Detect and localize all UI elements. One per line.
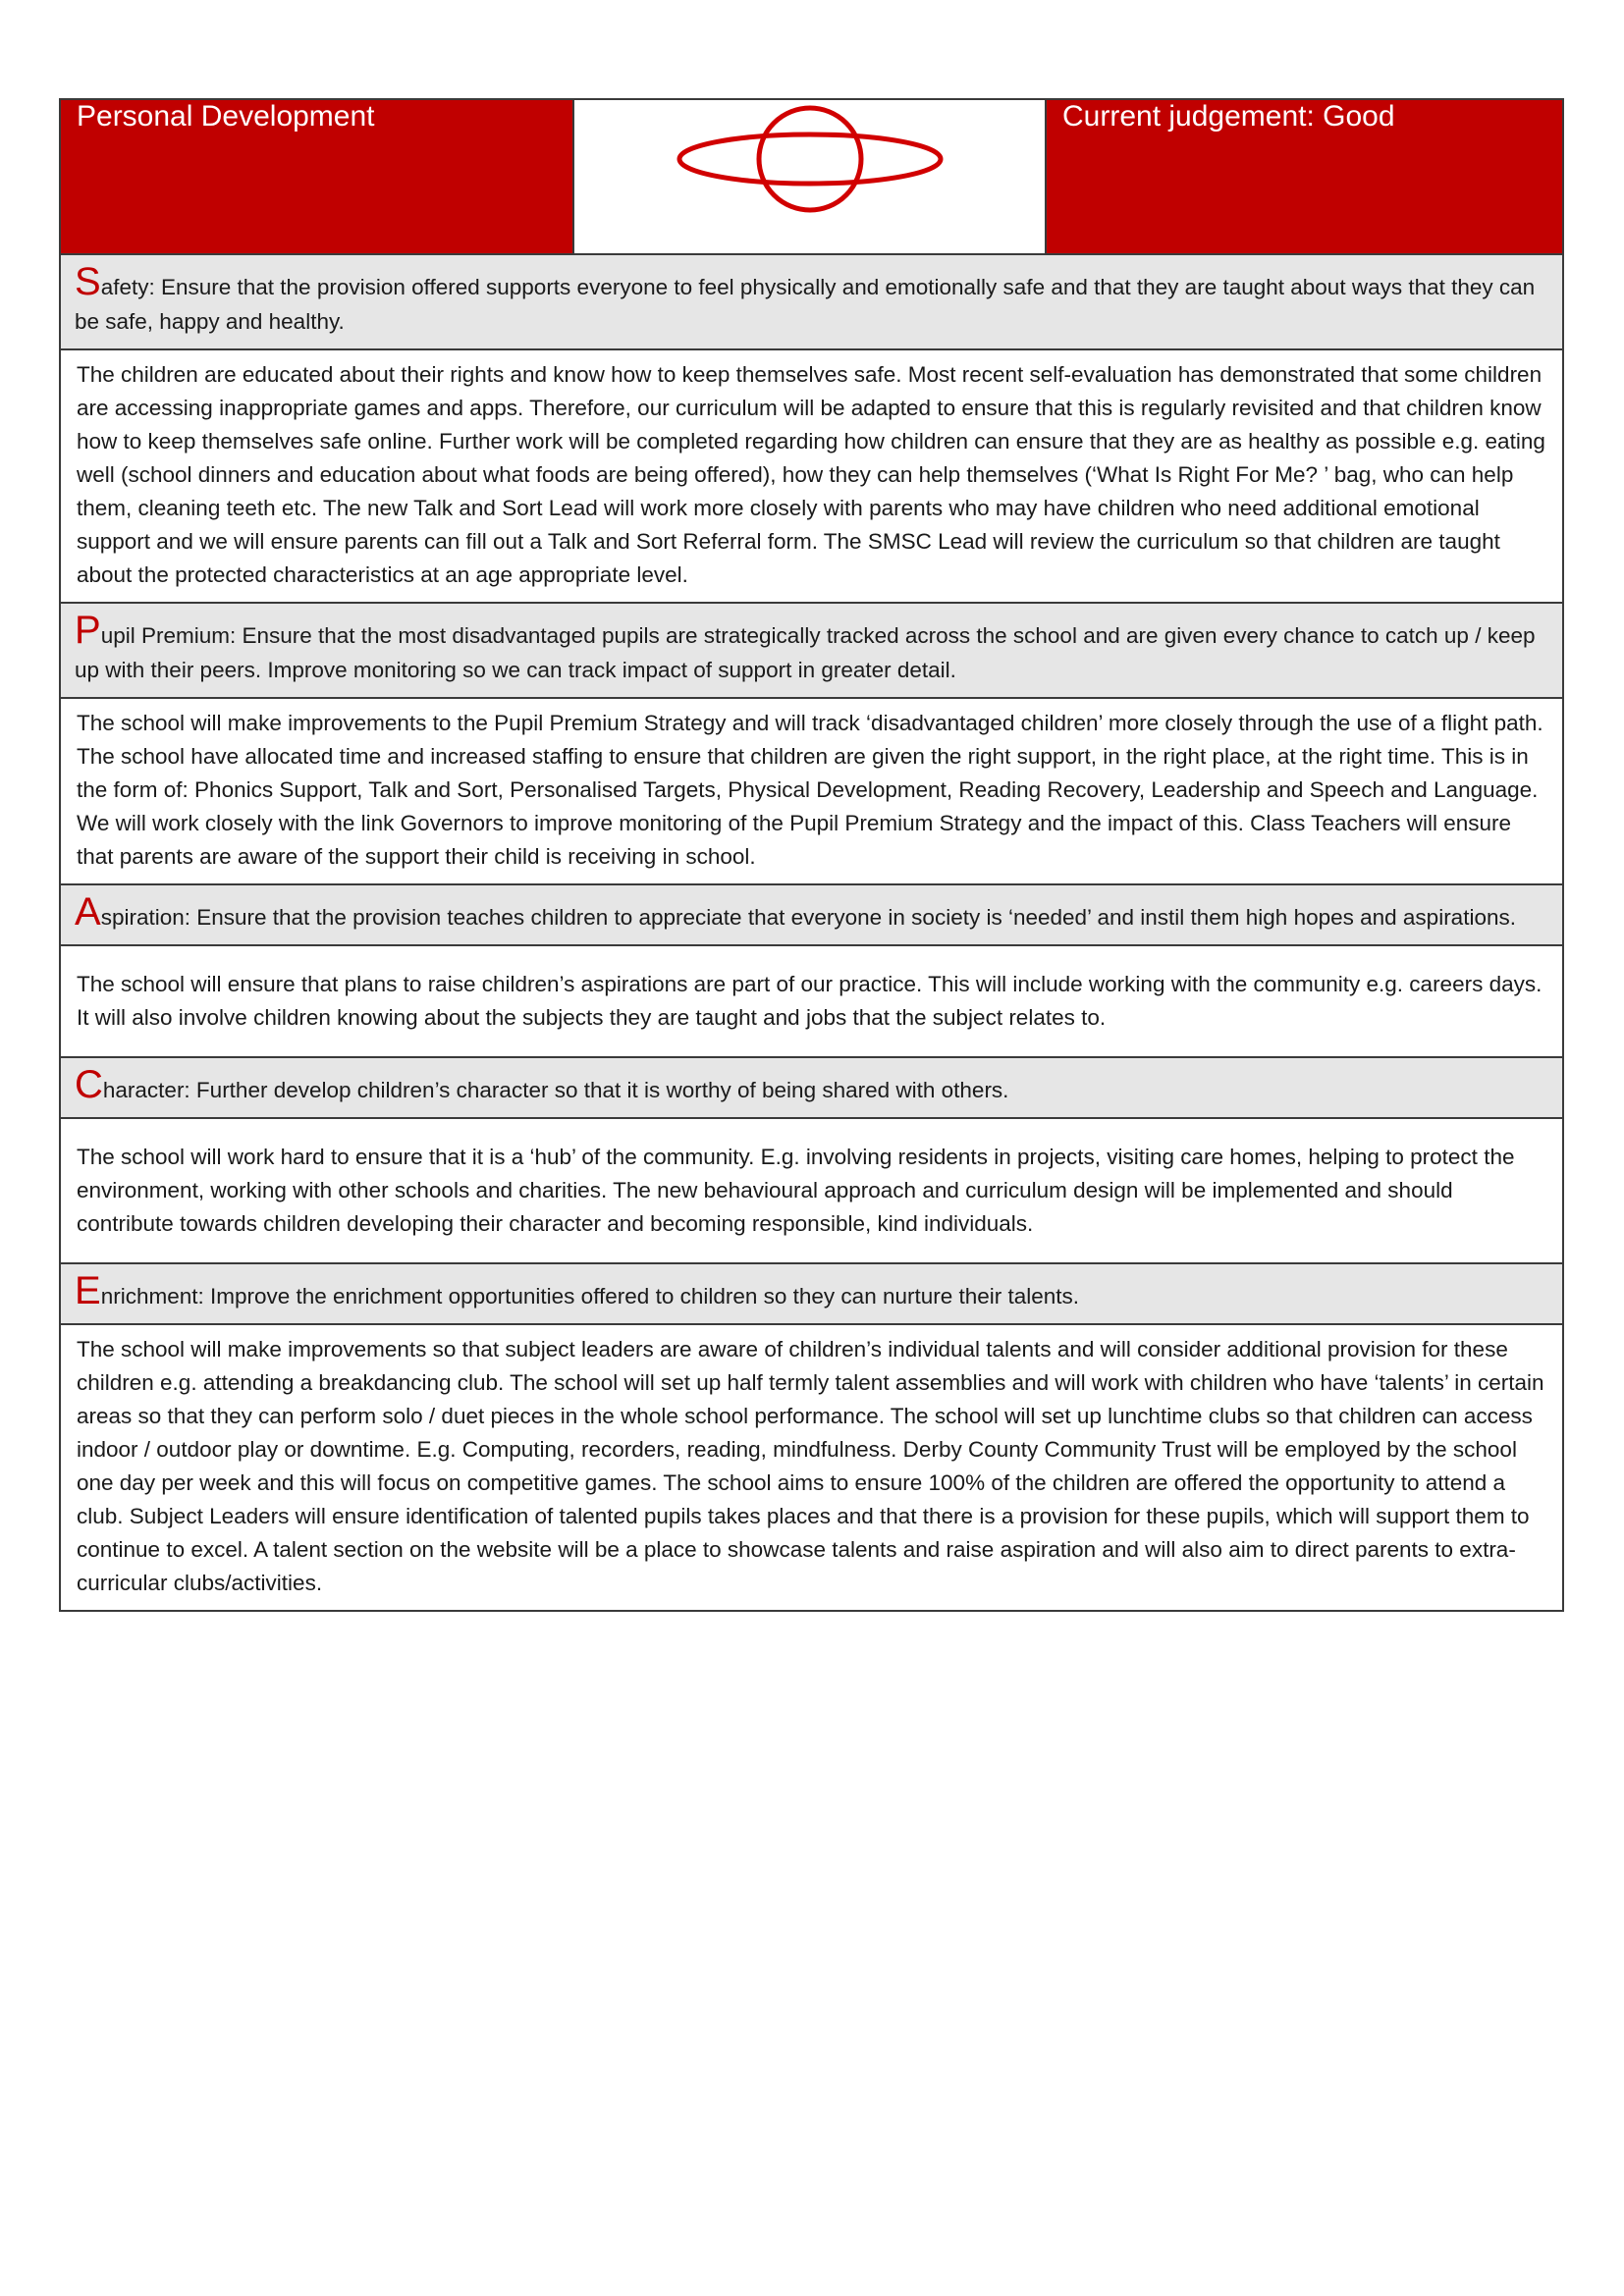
current-judgement: Current judgement: Good [1046, 99, 1563, 254]
safety-aim-row [60, 254, 1563, 349]
enrichment-aim-text: nrichment: Improve the enrichment opportunities offered to children so they can nurture their talents. [100, 1284, 1080, 1308]
header-row [60, 99, 1563, 254]
pupil-premium-body: The school will make improvements to the Pupil Premium Strategy and will track ‘disadvantaged children’ more closely through the use of a flight path. The school have allocated time and increased staffing to ensure that children are given the right support, in the right place, at the right time. This is in the form of: Phonics Support, Talk and Sort, Personalised Targets, Physical Development, Reading Recovery, Leadership and Speech and Language. We will work closely with the link Governors to improve monitoring of the Pupil Premium Strategy and the impact of this. Class Teachers will ensure that parents are aware of the support their child is receiving in school. [60, 698, 1563, 884]
character-initial: C [75, 1063, 103, 1106]
pupil-premium-aim-row [60, 603, 1563, 698]
development-plan-table [59, 98, 1564, 1612]
safety-aim-text: afety: Ensure that the provision offered supports everyone to feel physically and emotionally safe and that they are taught about ways that they can be safe, happy and healthy. [75, 275, 1536, 334]
aspiration-initial: A [75, 890, 101, 934]
aspiration-aim [60, 884, 1563, 945]
character-body-row [60, 1118, 1563, 1263]
enrichment-aim-row [60, 1263, 1563, 1324]
character-body: The school will work hard to ensure that it is a ‘hub’ of the community. E.g. involving residents in projects, visiting care homes, helping to protect the environment, working with other schools and charities. The new behavioural approach and curriculum design will be implemented and should contribute towards children developing their character and becoming responsible, kind individuals. [60, 1118, 1563, 1263]
character-aim-text: haracter: Further develop children’s character so that it is worthy of being shared with others. [102, 1078, 1009, 1102]
aspiration-aim-row [60, 884, 1563, 945]
aspiration-body-row [60, 945, 1563, 1057]
personal-development-document [59, 98, 1562, 1612]
enrichment-initial: E [75, 1269, 101, 1312]
pupil-premium-aim [60, 603, 1563, 698]
planet-ring-icon [668, 100, 952, 218]
enrichment-aim [60, 1263, 1563, 1324]
safety-body-row [60, 349, 1563, 603]
character-aim-row [60, 1057, 1563, 1118]
pupil-premium-aim-text: upil Premium: Ensure that the most disadvantaged pupils are strategically tracked across the school and are given every chance to catch up / keep up with their peers. Improve monitoring so we can track impact of support in greater detail. [75, 623, 1536, 682]
page-title: Personal Development [60, 99, 573, 254]
pupil-premium-body-row [60, 698, 1563, 884]
safety-initial: S [75, 260, 101, 303]
logo [573, 99, 1046, 254]
enrichment-body-row [60, 1324, 1563, 1611]
aspiration-aim-text: spiration: Ensure that the provision teaches children to appreciate that everyone in society is ‘needed’ and instil them high hopes and aspirations. [100, 905, 1516, 930]
enrichment-body: The school will make improvements so that subject leaders are aware of children’s individual talents and will consider additional provision for these children e.g. attending a breakdancing club. The school will set up half termly talent assemblies and will work with children who have ‘talents’ in certain areas so that they can perform solo / duet pieces in the whole school performance. The school will set up lunchtime clubs so that children can access indoor / outdoor play or downtime. E.g. Computing, recorders, reading, mindfulness. Derby County Community Trust will be employed by the school one day per week and this will focus on competitive games. The school aims to ensure 100% of the children are offered the opportunity to attend a club. Subject Leaders will ensure identification of talented pupils takes places and that there is a provision for these pupils, which will support them to continue to excel. A talent section on the website will be a place to showcase talents and raise aspiration and will also aim to direct parents to extra-curricular clubs/activities. [60, 1324, 1563, 1611]
pupil-premium-initial: P [75, 609, 101, 652]
safety-body: The children are educated about their rights and know how to keep themselves safe. Most recent self-evaluation has demonstrated that some children are accessing inappropriate games and apps. Therefore, our curriculum will be adapted to ensure that this is regularly revisited and that children know how to keep themselves safe online. Further work will be completed regarding how children can ensure that they are as healthy as possible e.g. eating well (school dinners and education about what foods are being offered), how they can help themselves (‘What Is Right For Me? ’ bag, who can help them, cleaning teeth etc. The new Talk and Sort Lead will work more closely with parents who may have children who need additional emotional support and we will ensure parents can fill out a Talk and Sort Referral form. The SMSC Lead will review the curriculum so that children are taught about the protected characteristics at an age appropriate level. [60, 349, 1563, 603]
character-aim [60, 1057, 1563, 1118]
safety-aim [60, 254, 1563, 349]
aspiration-body: The school will ensure that plans to raise children’s aspirations are part of our practice. This will include working with the community e.g. careers days. It will also involve children knowing about the subjects they are taught and jobs that the subject relates to. [60, 945, 1563, 1057]
